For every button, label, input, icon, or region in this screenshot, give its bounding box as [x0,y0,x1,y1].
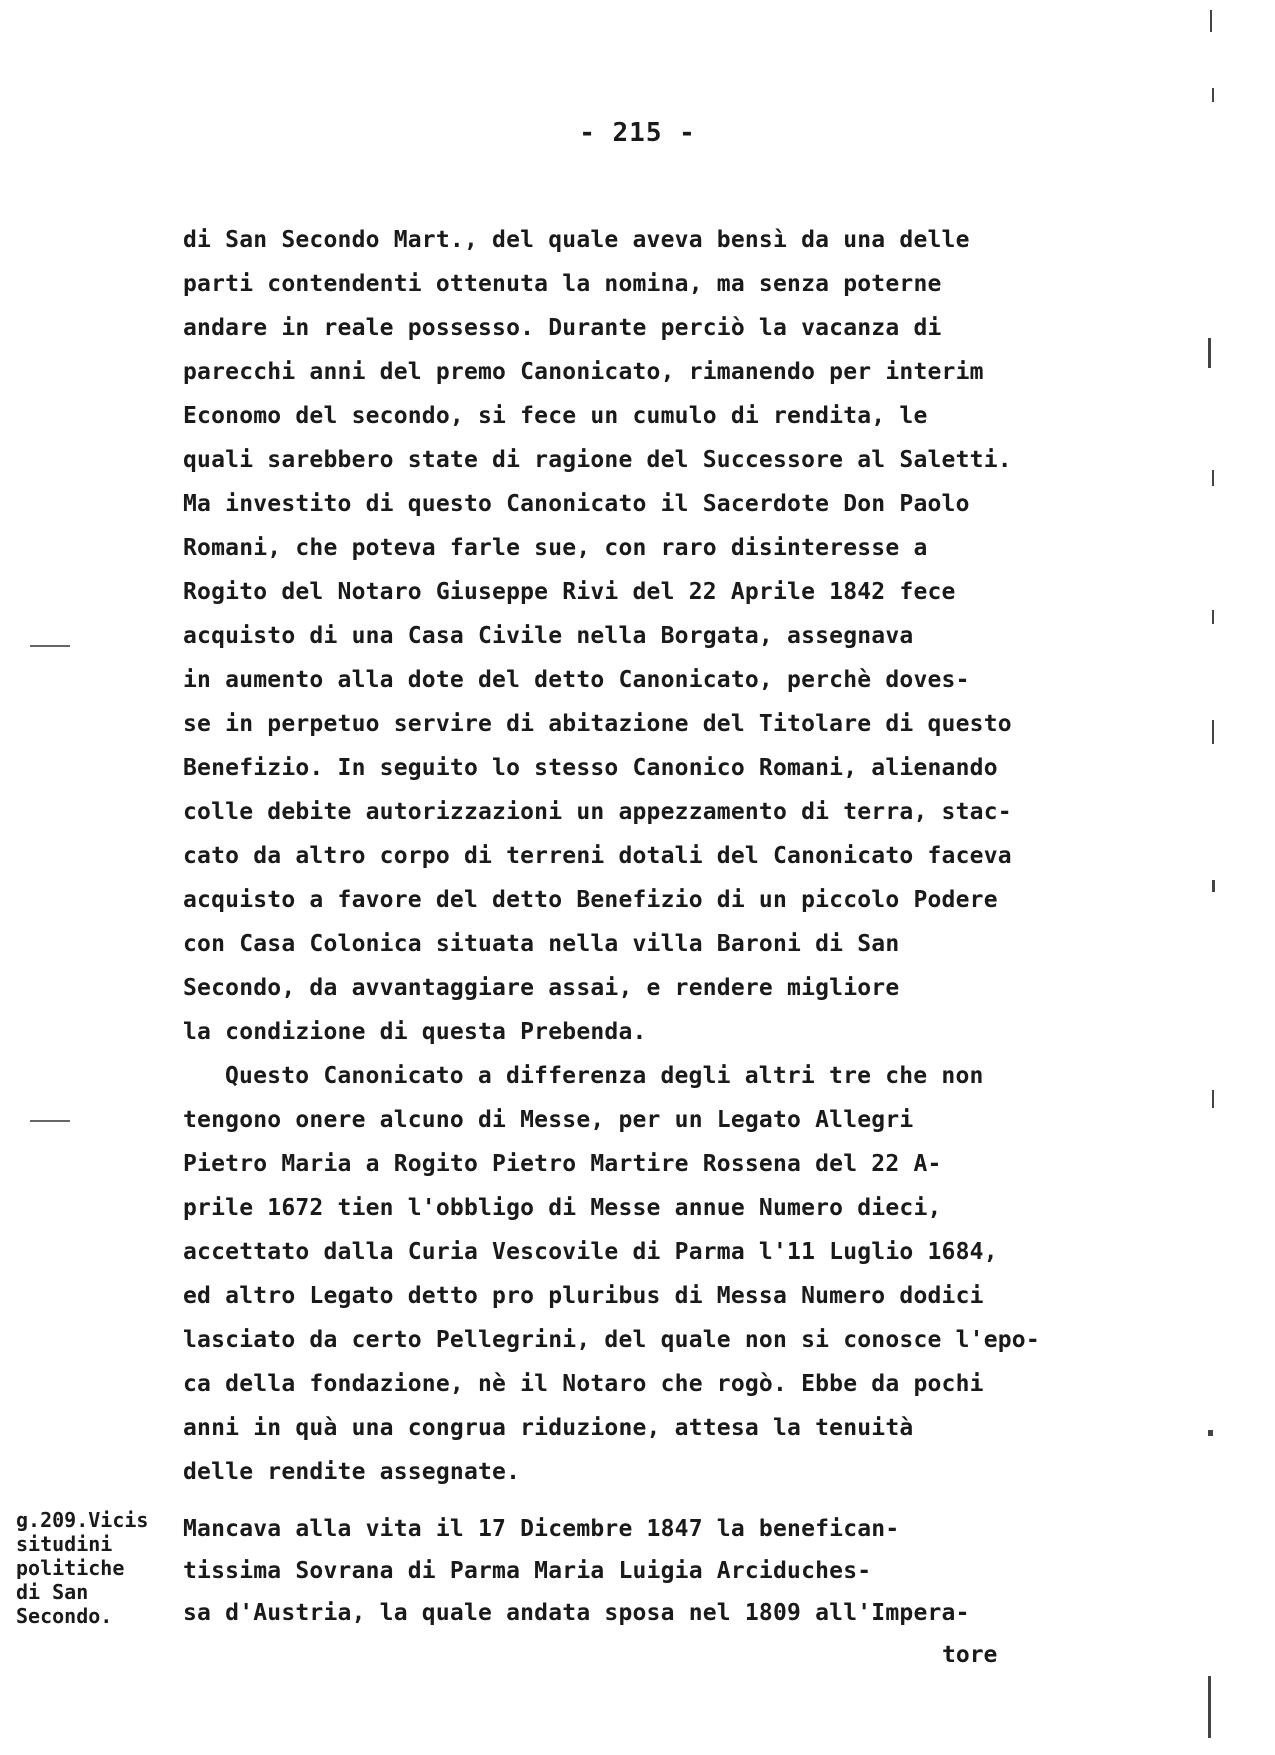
margin-dash-mark [30,1120,70,1122]
text-line: acquisto a favore del detto Benefizio di un piccolo Podere [183,887,998,913]
text-line: andare in reale possesso. Durante perciò la vacanza di [183,315,942,341]
margin-tick-mark [1212,470,1214,486]
section-text [183,1508,1143,1634]
text-line: Pietro Maria a Rogito Pietro Martire Rossena del 22 A- [183,1151,942,1177]
marginal-note-line: di San [16,1580,89,1604]
text-line: sa d'Austria, la quale andata sposa nel 1809 all'Impera- [183,1600,970,1626]
text-line: Rogito del Notaro Giuseppe Rivi del 22 Aprile 1842 fece [183,579,956,605]
text-line: prile 1672 tien l'obbligo di Messe annue Numero dieci, [183,1195,942,1221]
text-line: delle rendite assegnate. [183,1459,521,1485]
text-line: in aumento alla dote del detto Canonicato, perchè doves- [183,667,970,693]
text-line: Questo Canonicato a differenza degli altri tre che non [225,1063,984,1089]
text-line: tengono onere alcuno di Messe, per un Legato Allegri [183,1107,914,1133]
catchword: tore [942,1642,998,1668]
marginal-note-line: politiche [16,1556,125,1580]
margin-tick-mark [1210,10,1212,32]
text-line: Ma investito di questo Canonicato il Sacerdote Don Paolo [183,491,970,517]
text-line: Benefizio. In seguito lo stesso Canonico Romani, alienando [183,755,998,781]
text-line: anni in quà una congrua riduzione, attesa la tenuità [183,1415,914,1441]
text-line: tissima Sovrana di Parma Maria Luigia Arciduches- [183,1558,872,1584]
margin-tick-mark [1212,1090,1214,1108]
margin-tick-mark [1212,610,1214,624]
text-line: di San Secondo Mart., del quale aveva bensì da una delle [183,227,970,253]
margin-dash-mark [30,645,70,647]
margin-tick-mark [1212,880,1215,892]
text-line: Economo del secondo, si fece un cumulo di rendita, le [183,403,928,429]
text-line: parti contendenti ottenuta la nomina, ma senza poterne [183,271,942,297]
text-line: ca della fondazione, nè il Notaro che rogò. Ebbe da pochi [183,1371,984,1397]
marginal-note-line: g.209.Vicis [16,1508,149,1532]
paragraph [183,218,1143,1054]
text-line: Mancava alla vita il 17 Dicembre 1847 la benefican- [183,1516,900,1542]
text-line: la condizione di questa Prebenda. [183,1019,647,1045]
text-line: accettato dalla Curia Vescovile di Parma l'11 Luglio 1684, [183,1239,998,1265]
marginal-note-line: situdini [16,1532,113,1556]
text-line: Romani, che poteva farle sue, con raro disinteresse a [183,535,928,561]
page-number: - 215 - [579,118,696,148]
text-line: Secondo, da avvantaggiare assai, e rendere migliore [183,975,900,1001]
text-line: se in perpetuo servire di abitazione del Titolare di questo [183,711,1012,737]
text-line: acquisto di una Casa Civile nella Borgata, assegnava [183,623,914,649]
text-line: quali sarebbero state di ragione del Successore al Saletti. [183,447,1012,473]
text-line: ed altro Legato detto pro pluribus di Messa Numero dodici [183,1283,984,1309]
margin-tick-mark [1208,1430,1213,1436]
text-line: con Casa Colonica situata nella villa Baroni di San [183,931,900,957]
text-line: lasciato da certo Pellegrini, del quale non si conosce l'epo- [183,1327,1040,1353]
paragraph [183,1054,1143,1494]
text-line: cato da altro corpo di terreni dotali del Canonicato faceva [183,843,1012,869]
margin-tick-mark [1212,720,1214,744]
text-line: parecchi anni del premo Canonicato, rimanendo per interim [183,359,984,385]
text-line: colle debite autorizzazioni un appezzamento di terra, stac- [183,799,1012,825]
marginal-note [16,1508,176,1628]
margin-tick-mark [1208,338,1211,368]
margin-tick-mark [1208,1676,1211,1738]
body-text [183,218,1143,1494]
margin-tick-mark [1212,88,1214,102]
marginal-note-line: Secondo. [16,1604,113,1628]
